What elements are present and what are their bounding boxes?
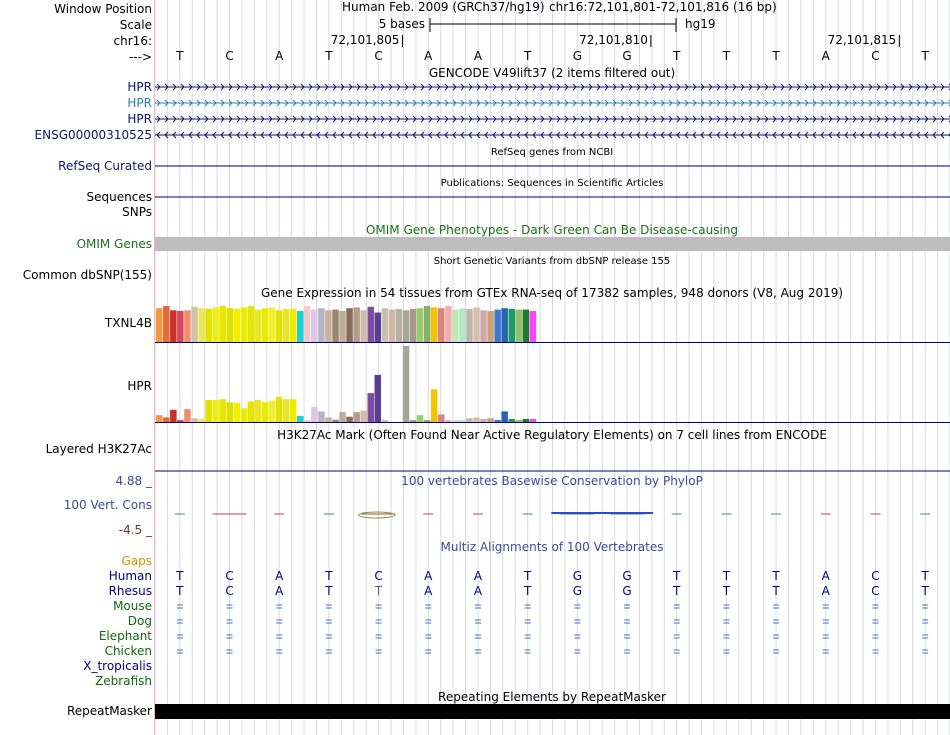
gtex-hpr-bar: [480, 419, 487, 422]
human-base: C: [225, 569, 234, 583]
gtex-txnl4b-bar: [304, 306, 311, 342]
gtex-txnl4b-bar: [198, 308, 205, 342]
track-label-gaps: Gaps: [121, 554, 152, 568]
gtex-hpr-bar: [212, 400, 219, 422]
track-area[interactable]: [155, 0, 950, 735]
gtex-txnl4b-bar: [311, 310, 318, 342]
gtex-txnl4b-bar: [417, 308, 424, 342]
species-label[interactable]: Rhesus: [108, 584, 152, 598]
base-letter: G: [622, 49, 632, 63]
base-letter: T: [772, 49, 780, 63]
gtex-hpr-bar: [466, 418, 473, 422]
track-label-omim[interactable]: OMIM Genes: [76, 237, 152, 251]
chrom-label: chr16:: [113, 34, 152, 48]
track-title-gtex: Gene Expression in 54 tissues from GTEx RNA-seq of 17382 samples, 948 donors (V8, Aug 2019): [260, 286, 844, 300]
gtex-hpr-bar: [198, 419, 205, 422]
human-base: A: [275, 569, 284, 583]
track-label-repeatmasker[interactable]: RepeatMasker: [66, 704, 152, 718]
rhesus-base: C: [225, 584, 234, 598]
gtex-hpr-bar: [360, 411, 367, 422]
gtex-txnl4b-bar: [339, 311, 346, 342]
gtex-label-hpr[interactable]: HPR: [127, 379, 152, 393]
human-base: C: [374, 569, 383, 583]
human-base: T: [176, 569, 184, 583]
gtex-hpr-bar: [318, 411, 325, 422]
gtex-txnl4b-bar: [501, 308, 508, 342]
gtex-hpr-bar: [368, 393, 375, 422]
gtex-hpr-bar: [290, 399, 297, 422]
gtex-hpr-bar: [353, 412, 360, 422]
rhesus-base: T: [722, 584, 731, 598]
gtex-hpr-bar: [523, 419, 530, 422]
gtex-hpr-bar: [375, 375, 382, 422]
gtex-hpr-bar: [177, 420, 184, 422]
gtex-txnl4b-bar: [516, 310, 523, 342]
gtex-hpr-bar: [410, 420, 417, 422]
phylop-max-label: 4.88 _: [115, 474, 152, 488]
gtex-txnl4b-bar: [438, 308, 445, 342]
gtex-txnl4b-bar: [375, 313, 382, 343]
gtex-hpr-bar: [255, 400, 262, 422]
track-title-omim: OMIM Gene Phenotypes - Dark Green Can Be Disease-causing: [365, 223, 739, 237]
gtex-txnl4b-bar: [219, 306, 226, 342]
base-letter: G: [572, 49, 582, 63]
gtex-txnl4b-bar: [170, 310, 177, 342]
gtex-txnl4b-bar: [163, 306, 170, 342]
gtex-hpr-bar: [262, 402, 269, 422]
track-label-sequences[interactable]: Sequences: [86, 190, 152, 204]
rhesus-base: T: [325, 584, 333, 598]
track-label-h3k27ac[interactable]: Layered H3K27Ac: [45, 442, 152, 456]
base-letter: T: [921, 49, 929, 63]
gtex-txnl4b-bar: [368, 307, 375, 342]
human-base: G: [622, 569, 632, 583]
rhesus-base: A: [275, 584, 284, 598]
gtex-hpr-bar: [304, 420, 311, 422]
gtex-hpr-bar: [509, 419, 516, 422]
assembly-text: Human Feb. 2009 (GRCh37/hg19): [342, 0, 545, 14]
gtex-hpr-bar: [227, 402, 234, 422]
base-letter: T: [325, 49, 333, 63]
species-label[interactable]: Zebrafish: [95, 674, 152, 688]
gtex-hpr-bar: [241, 408, 248, 422]
gtex-txnl4b-bar: [241, 307, 248, 342]
rhesus-base: T: [921, 584, 929, 598]
gtex-txnl4b-bar: [382, 308, 389, 342]
rhesus-base: T: [673, 584, 681, 598]
base-letter: C: [374, 49, 383, 63]
rhesus-base: A: [424, 584, 433, 598]
track-label-dbsnp[interactable]: Common dbSNP(155): [22, 268, 152, 282]
track-title-dbsnp: Short Genetic Variants from dbSNP release 155: [433, 256, 671, 267]
rhesus-base: A: [821, 584, 830, 598]
scale-db-text: hg19: [685, 17, 716, 31]
species-label[interactable]: X_tropicalis: [83, 659, 152, 673]
human-base: T: [673, 569, 681, 583]
base-letter: A: [275, 49, 284, 63]
gtex-hpr-bar: [494, 420, 501, 422]
gene-label-ensg[interactable]: ENSG00000310525: [34, 128, 152, 142]
track-title-multiz: Multiz Alignments of 100 Vertebrates: [440, 540, 664, 554]
gtex-hpr-bar: [283, 399, 290, 422]
gtex-txnl4b-bar: [466, 309, 473, 342]
base-grid: [155, 0, 950, 735]
gtex-txnl4b-bar: [227, 308, 234, 342]
track-title-repeatmasker: Repeating Elements by RepeatMasker: [438, 690, 666, 704]
gtex-txnl4b-bar: [234, 309, 241, 342]
gtex-txnl4b-bar: [205, 309, 212, 342]
gtex-txnl4b-bar: [396, 309, 403, 342]
gtex-txnl4b-bar: [255, 310, 262, 342]
base-letter: A: [821, 49, 830, 63]
gene-label-hpr[interactable]: HPR: [127, 112, 152, 126]
gtex-txnl4b-bar: [290, 309, 297, 342]
gtex-txnl4b-bar: [184, 310, 191, 342]
rhesus-base: G: [622, 584, 632, 598]
base-letter: A: [473, 49, 483, 63]
rhesus-base: T: [176, 584, 184, 598]
gtex-hpr-bar: [205, 400, 212, 422]
gtex-txnl4b-bar: [276, 310, 283, 342]
base-letter: T: [722, 49, 731, 63]
gtex-txnl4b-bar: [325, 310, 332, 342]
gtex-hpr-bar: [332, 420, 339, 422]
gtex-hpr-bar: [445, 420, 452, 422]
coordinate-label: 72,101,815: [827, 33, 897, 47]
rhesus-base: T: [772, 584, 780, 598]
gtex-hpr-bar: [269, 401, 276, 422]
gtex-hpr-bar: [163, 417, 170, 422]
gtex-hpr-bar: [297, 416, 304, 422]
rhesus-base: A: [473, 584, 483, 598]
track-title-h3k27ac: H3K27Ac Mark (Often Found Near Active Regulatory Elements) on 7 cell lines from ENCODE: [277, 428, 827, 442]
gtex-hpr-bar: [339, 412, 346, 422]
species-label[interactable]: Human: [108, 569, 152, 583]
species-label[interactable]: Elephant: [98, 629, 152, 643]
gtex-hpr-bar: [382, 420, 389, 422]
gtex-txnl4b-bar: [248, 306, 255, 342]
gtex-txnl4b-bar: [389, 310, 396, 342]
gtex-hpr-bar: [311, 407, 318, 422]
track-title-gencode: GENCODE V49lift37 (2 items filtered out): [428, 66, 676, 80]
gtex-txnl4b-bar: [480, 310, 487, 342]
strand-label: --->: [128, 50, 152, 64]
omim-bar: [155, 237, 950, 251]
gtex-hpr-bar: [438, 414, 445, 422]
gtex-hpr-bar: [403, 346, 410, 422]
gtex-txnl4b-bar: [410, 309, 417, 342]
gtex-txnl4b-bar: [191, 307, 198, 342]
gtex-txnl4b-bar: [353, 307, 360, 342]
gtex-hpr-bar: [184, 409, 191, 422]
gtex-txnl4b-bar: [212, 307, 219, 342]
gtex-txnl4b-bar: [494, 310, 501, 342]
base-letter: T: [673, 49, 681, 63]
gtex-hpr-bar: [276, 397, 283, 422]
rhesus-base: C: [871, 584, 880, 598]
gtex-txnl4b-bar: [487, 311, 494, 342]
gtex-txnl4b-bar: [177, 311, 184, 342]
repeatmasker-bar: [155, 704, 950, 719]
human-base: T: [722, 569, 731, 583]
human-base: A: [821, 569, 830, 583]
base-letter: T: [523, 49, 532, 63]
gtex-txnl4b-bar: [332, 310, 339, 342]
gtex-txnl4b-bar: [424, 306, 431, 342]
human-base: C: [871, 569, 880, 583]
track-label-snps[interactable]: SNPs: [122, 205, 152, 219]
human-base: G: [572, 569, 582, 583]
rhesus-base: T: [374, 584, 383, 598]
phylop-mark-loop: [359, 512, 395, 518]
gtex-hpr-bar: [452, 420, 459, 422]
gtex-hpr-bar: [431, 389, 438, 422]
gtex-hpr-bar: [248, 402, 255, 423]
species-label[interactable]: Mouse: [113, 599, 152, 613]
base-letter: C: [225, 49, 234, 63]
gtex-txnl4b-bar: [509, 309, 516, 342]
gtex-hpr-bar: [459, 420, 466, 422]
track-label-refseq[interactable]: RefSeq Curated: [58, 159, 152, 173]
coordinate-label: 72,101,810: [579, 33, 648, 47]
gtex-txnl4b-bar: [262, 308, 269, 342]
scale-label: Scale: [119, 18, 152, 32]
phylop-min-label: -4.5 _: [118, 523, 152, 537]
human-base: T: [523, 569, 532, 583]
human-base: T: [772, 569, 780, 583]
track-title-phylop: 100 vertebrates Basewise Conservation by PhyloP: [401, 474, 703, 488]
gtex-hpr-bar: [487, 418, 494, 422]
gtex-txnl4b-bar: [283, 309, 290, 342]
gtex-txnl4b-bar: [156, 308, 163, 342]
rhesus-base: G: [572, 584, 582, 598]
gtex-txnl4b-bar: [269, 307, 276, 342]
gtex-txnl4b-bar: [297, 311, 304, 342]
gtex-hpr-bar: [219, 399, 226, 422]
gene-label-hpr[interactable]: HPR: [127, 80, 152, 94]
base-letter: C: [871, 49, 880, 63]
gtex-hpr-bar: [156, 415, 163, 422]
species-label[interactable]: Dog: [127, 614, 152, 628]
gtex-hpr-bar: [234, 403, 241, 422]
scale-text: 5 bases: [378, 17, 425, 31]
gtex-txnl4b-bar: [530, 311, 537, 342]
species-label[interactable]: Chicken: [104, 644, 152, 658]
human-base: A: [424, 569, 433, 583]
human-base: T: [325, 569, 333, 583]
human-base: A: [473, 569, 483, 583]
base-letter: T: [176, 49, 184, 63]
gtex-txnl4b-bar: [473, 307, 480, 342]
gtex-txnl4b-bar: [403, 310, 410, 342]
track-title-publications: Publications: Sequences in Scientific Articles: [440, 178, 664, 189]
gene-label-hpr[interactable]: HPR: [127, 96, 152, 110]
gtex-hpr-bar: [473, 417, 480, 422]
gtex-txnl4b-bar: [318, 308, 325, 342]
gtex-hpr-bar: [424, 420, 431, 422]
position-text: chr16:72,101,801-72,101,816 (16 bp): [549, 0, 777, 14]
coordinate-label: 72,101,805: [330, 33, 400, 47]
gtex-txnl4b-bar: [360, 310, 367, 342]
gtex-label-txnl4b[interactable]: TXNL4B: [104, 316, 152, 330]
gtex-txnl4b-bar: [346, 308, 353, 342]
track-label-phylop[interactable]: 100 Vert. Cons: [63, 498, 152, 512]
track-labels-column: [0, 0, 155, 735]
gtex-txnl4b-bar: [452, 310, 459, 342]
base-letter: A: [424, 49, 433, 63]
window-position-label: Window Position: [54, 2, 152, 16]
rhesus-base: T: [523, 584, 532, 598]
gtex-txnl4b-bar: [445, 306, 452, 342]
track-title-refseq: RefSeq genes from NCBI: [490, 147, 614, 158]
gtex-hpr-bar: [501, 411, 508, 422]
gtex-txnl4b-bar: [459, 308, 466, 342]
gtex-hpr-bar: [516, 420, 523, 422]
gtex-hpr-bar: [325, 417, 332, 422]
gtex-hpr-bar: [417, 415, 424, 422]
gtex-txnl4b-bar: [431, 307, 438, 342]
human-base: T: [921, 569, 929, 583]
gtex-hpr-bar: [170, 410, 177, 422]
gtex-hpr-bar: [346, 417, 353, 422]
gtex-hpr-bar: [191, 418, 198, 422]
gtex-hpr-bar: [530, 419, 537, 422]
gtex-txnl4b-bar: [523, 310, 530, 342]
